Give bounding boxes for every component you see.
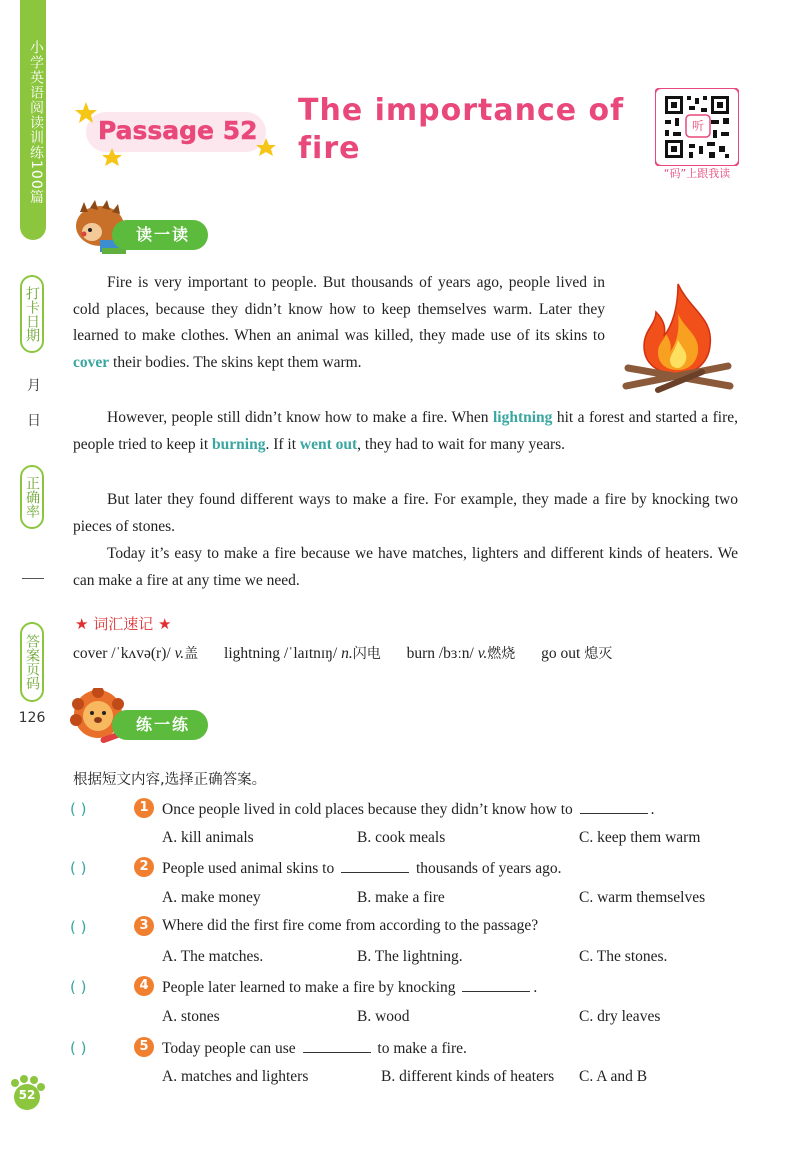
read-section-header: 读一读 — [112, 220, 208, 250]
keyword-went-out: went out — [299, 435, 358, 453]
day-label: 日 — [27, 413, 41, 429]
question-text-b: to make a fire. — [373, 1040, 467, 1057]
option-a[interactable]: A. kill animals — [162, 829, 254, 846]
vocab-meaning: 盖 — [184, 646, 199, 662]
vocab-word: lightning — [224, 645, 281, 662]
question-text-b: . — [533, 979, 538, 996]
question-number: 5 — [134, 1037, 154, 1057]
vocab-item — [541, 645, 612, 662]
book-title-tab — [20, 0, 46, 240]
fill-blank — [462, 977, 530, 992]
option-b[interactable]: B. wood — [357, 1008, 410, 1025]
question-text-b: . — [650, 801, 655, 818]
answer-blank[interactable]: ( ) — [70, 1039, 87, 1057]
vocab-list — [73, 643, 634, 663]
vocab-phonetic: /ˈkʌvə(r)/ — [111, 645, 171, 662]
option-c[interactable]: C. A and B — [579, 1068, 648, 1085]
vocab-pos: v. — [477, 645, 488, 662]
vocab-item — [224, 645, 381, 662]
question-text: Where did the first fire come from according to the passage? — [162, 917, 539, 934]
option-a[interactable]: A. matches and lighters — [162, 1068, 309, 1085]
question-number: 1 — [134, 798, 154, 818]
passage-label: Passage 52 — [98, 116, 258, 145]
vocab-heading: ★ 词汇速记 ★ — [75, 615, 172, 633]
paragraph-3: But later they found different ways to make a fire. For example, they made a fire by knocking two pieces of stones. — [73, 491, 738, 535]
vocab-word: go out — [541, 645, 581, 662]
accuracy-blank — [22, 578, 44, 579]
answer-blank[interactable]: ( ) — [70, 859, 87, 877]
answer-page-number: 126 — [18, 710, 46, 726]
option-b[interactable]: B. different kinds of heaters — [381, 1068, 555, 1085]
question-number: 3 — [134, 916, 154, 936]
qr-caption: “码”上跟我读 — [663, 167, 731, 180]
keyword-lightning: lightning — [492, 409, 553, 426]
qr-center-label: 听 — [691, 119, 704, 133]
answer-page-label: 答案页码 — [20, 622, 44, 702]
question-number: 4 — [134, 976, 154, 996]
question-text-a: Today people can use — [162, 1040, 300, 1057]
vocab-phonetic: /bɜːn/ — [438, 645, 474, 662]
vocab-meaning: 熄灭 — [584, 646, 613, 662]
option-c[interactable]: C. warm themselves — [579, 889, 706, 906]
question-text — [162, 1038, 467, 1058]
question-text-b: thousands of years ago. — [412, 860, 562, 877]
paragraph-2-text: . If it — [265, 435, 300, 453]
question-text — [162, 799, 655, 819]
page-number: 52 — [18, 1088, 36, 1102]
question-text-a: People later learned to make a fire by knocking — [162, 979, 460, 996]
option-b[interactable]: B. cook meals — [357, 829, 446, 846]
instruction: 根据短文内容,选择正确答案。 — [73, 772, 267, 788]
campfire-icon — [618, 280, 738, 398]
question-text-a: People used animal skins to — [162, 860, 339, 877]
vocab-word: burn — [406, 645, 435, 662]
option-b[interactable]: B. make a fire — [357, 889, 445, 906]
vocab-word: cover — [73, 645, 108, 662]
practice-section-header: 练一练 — [112, 710, 208, 740]
paragraph-1-text-end: their bodies. The skins kept them warm. — [109, 353, 362, 371]
option-c[interactable]: C. keep them warm — [579, 829, 701, 846]
paragraph-2-text: However, people still didn’t know how to make a fire. When — [107, 409, 493, 426]
paragraph-4: Today it’s easy to make a fire because we have matches, lighters and different kinds of heaters. We can make a fire at any time we need. — [73, 545, 738, 589]
paragraph-1-text: Fire is very important to people. But thousands of years ago, people lived in cold places, because they didn’t know how to keep themselves warm. Later they learned to make clothes. When an animal was killed, they made use of its skins to — [73, 274, 605, 344]
vocab-item — [73, 645, 198, 662]
answer-blank[interactable]: ( ) — [70, 800, 87, 818]
question-text-a: Once people lived in cold places because they didn’t know how to — [162, 801, 577, 818]
vocab-meaning: 燃烧 — [487, 646, 516, 662]
question-number: 2 — [134, 857, 154, 877]
page-title: The importance of fire — [298, 93, 625, 166]
vocab-meaning: 闪电 — [352, 646, 381, 662]
answer-blank[interactable]: ( ) — [70, 978, 87, 996]
option-c[interactable]: C. The stones. — [579, 948, 668, 965]
paragraph-2 — [73, 405, 738, 458]
option-b[interactable]: B. The lightning. — [357, 948, 463, 965]
option-a[interactable]: A. stones — [162, 1008, 220, 1025]
paragraph-2-text: , they had to wait for many years. — [357, 435, 566, 453]
option-a[interactable]: A. make money — [162, 889, 261, 906]
book-title: 小学英语阅读训练100篇 — [28, 40, 44, 205]
question-text — [162, 977, 537, 997]
option-c[interactable]: C. dry leaves — [579, 1008, 661, 1025]
keyword-burning: burning — [212, 435, 266, 453]
fill-blank — [341, 858, 409, 873]
vocab-item — [407, 645, 516, 662]
question-text — [162, 858, 561, 878]
accuracy-label: 正确率 — [20, 465, 44, 529]
vocab-phonetic: /ˈlaɪtnɪŋ/ — [283, 645, 338, 662]
fill-blank — [303, 1038, 371, 1053]
checkin-date-label: 打卡日期 — [20, 275, 44, 353]
vocab-pos: n. — [341, 645, 353, 662]
paragraph-1 — [73, 270, 605, 376]
paragraph-2-text: hit a forest and started a fire, people tried to keep it — [73, 409, 738, 453]
answer-blank[interactable]: ( ) — [70, 918, 87, 936]
vocab-pos: v. — [174, 645, 185, 662]
option-a[interactable]: A. The matches. — [162, 948, 264, 965]
fill-blank — [580, 799, 648, 814]
keyword-cover: cover — [73, 353, 110, 371]
month-label: 月 — [27, 378, 41, 394]
